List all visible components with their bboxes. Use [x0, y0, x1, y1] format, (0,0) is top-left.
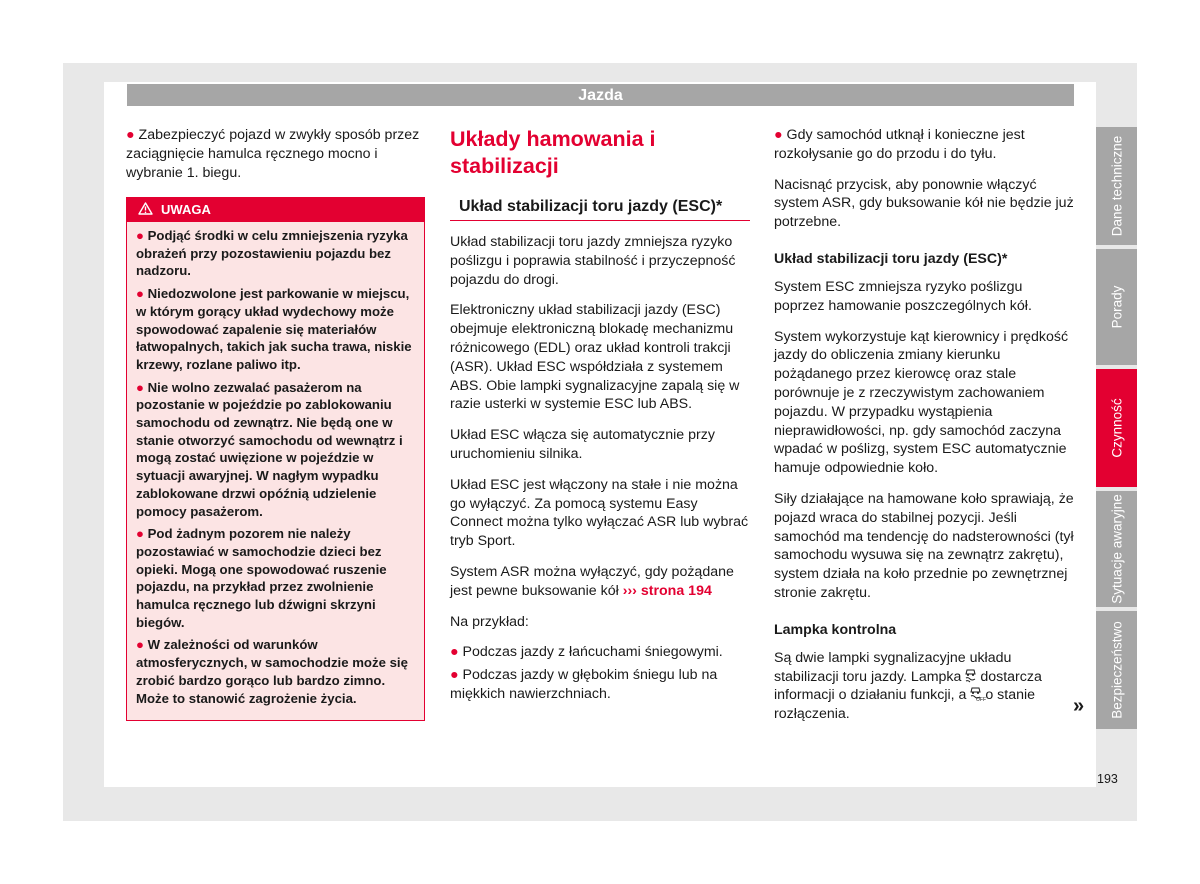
svg-text:OFF: OFF [976, 697, 987, 704]
bullet-dot-icon: ● [450, 644, 459, 661]
section-heading: Układy hamowania i stabilizacji [450, 127, 656, 178]
paragraph: Siły działające na hamowane koło sprawiają, że pojazd wraca do stabilnej pozycji. Jeśli samochód ma tendencję do nadsterowności (tył samochodu wysuwa się na zewnątrz zakrętu), system działa na koło przednie po zewnętrznej stronie zakrętu. [774, 490, 1074, 601]
bullet-dot-icon: ● [136, 637, 144, 653]
column-2 [450, 126, 750, 716]
warning-title: UWAGA [161, 202, 211, 217]
tab-dane-techniczne[interactable]: Dane techniczne [1096, 127, 1137, 245]
warning-item: ● Pod żadnym pozorem nie należy pozostawiać w samochodzie dzieci bez opieki. Mogą one spowodować ruszenie pojazdu, na przykład przez zwolnienie hamulca ręcznego lub dźwigni skrzyni biegów. [136, 526, 387, 630]
bullet-dot-icon: ● [126, 127, 135, 143]
tab-czynnosc[interactable]: Czynność [1096, 369, 1137, 487]
warning-header [127, 198, 424, 222]
warning-item: ● Niedozwolone jest parkowanie w miejscu, w którym gorący układ wydechowy może spowodować zapalenie się materiałów łatwopalnych, takich jak sucha trawa, niskie krzewy, rozlane paliwo itp. [136, 286, 412, 372]
paragraph: System wykorzystuje kąt kierownicy i prędkość jazdy do obliczenia zmiany kierunku pożądanego przez kierowcę oraz stale porównuje je z rzeczywistym zachowaniem pojazdu. W przypadku wystąpienia nieprawidłowości, np. gdy samochód zaczyna wpadać w poślizg, system ESC automatycznie hamuje odpowiednie koło. [774, 328, 1069, 477]
bullet-dot-icon: ● [136, 379, 144, 395]
warning-box [126, 197, 425, 721]
subsection-heading: Układ stabilizacji toru jazdy (ESC)* [450, 196, 750, 221]
warning-item: ● W zależności od warunków atmosferycznych, w samochodzie może się zrobić bardzo gorąco lub bardzo zimno. Może to stanowić zagrożenie życia. [136, 637, 408, 706]
bullet-item: ● Podczas jazdy z łańcuchami śniegowymi. [450, 644, 723, 661]
esc-warning-lamp-icon [965, 669, 976, 683]
bullet-dot-icon: ● [774, 127, 783, 143]
paragraph: Są dwie lampki sygnalizacyjne układu stabilizacji toru jazdy. Lampka dostarcza informacji o działaniu funkcji, a OFF o stanie rozłączenia. [774, 649, 1042, 723]
column-3 [774, 126, 1074, 736]
bullet-dot-icon: ● [136, 228, 144, 243]
warning-body [127, 222, 424, 707]
bullet-item: ● Zabezpieczyć pojazd w zwykły sposób przez zaciągnięcie hamulca ręcznego mocno i wybranie 1. biegu. [126, 127, 420, 181]
bullet-item: ● Podczas jazdy w głębokim śniegu lub na miękkich nawierzchniach. [450, 667, 718, 702]
warning-item: ● Nie wolno zezwalać pasażerom na pozostanie w pojeździe po zablokowaniu samochodu od zewnątrz. Nie będą one w stanie otworzyć samochodu od wewnątrz i mogą zostać uwięzione w pojeździe w sytuacji awaryjnej. W nagłym wypadku zablokowane drzwi opóźnią udzielenie pomocy pasażerom. [136, 379, 403, 519]
bullet-item: ● Gdy samochód utknął i konieczne jest rozkołysanie go do przodu i do tyłu. [774, 127, 1025, 162]
continue-mark: » [1073, 695, 1085, 717]
esc-heading: Układ stabilizacji toru jazdy (ESC)* [774, 250, 1008, 267]
warning-item: ● Podjąć środki w celu zmniejszenia ryzyka obrażeń przy pozostawieniu pojazdu bez nadzoru. [136, 228, 408, 279]
paragraph: Elektroniczny układ stabilizacji jazdy (ESC) obejmuje elektroniczną blokadę mechanizmu różnicowego (EDL) oraz układ kontroli trakcji (ASR). Układ ESC współdziała z systemem ABS. Obie lampki sygnalizacyjne zapalą się w razie usterki w systemie ESC lub ABS. [450, 302, 740, 413]
page-link[interactable]: strona 194 [640, 582, 712, 599]
tab-porady[interactable]: Porady [1096, 249, 1137, 365]
esc-off-lamp-icon [970, 687, 987, 704]
column-1 [126, 126, 426, 194]
paragraph: Układ ESC włącza się automatycznie przy uruchomieniu silnika. [450, 427, 715, 462]
paragraph: Na przykład: [450, 613, 529, 630]
paragraph: Układ ESC jest włączony na stałe i nie można go wyłączyć. Za pomocą systemu Easy Connect można tylko wyłączać ASR lub wybrać tryb Sport. [450, 476, 749, 550]
arrow-icon: ››› [622, 582, 637, 599]
paragraph: System ASR można wyłączyć, gdy pożądane jest pewne buksowanie kół ››› strona 194 [450, 563, 734, 599]
tab-sytuacje-awaryjne[interactable]: Sytuacje awaryjne [1096, 491, 1137, 607]
lamp-heading: Lampka kontrolna [774, 621, 897, 638]
paragraph: System ESC zmniejsza ryzyko poślizgu poprzez hamowanie poszczególnych kół. [774, 278, 1032, 314]
paragraph: Układ stabilizacji toru jazdy zmniejsza ryzyko poślizgu i poprawia stabilność i przyczepność pojazdu do drogi. [450, 234, 736, 288]
bullet-dot-icon: ● [450, 667, 459, 684]
bullet-dot-icon: ● [136, 526, 144, 542]
paragraph: Nacisnąć przycisk, aby ponownie włączyć system ASR, gdy buksowanie kół nie będzie już potrzebne. [774, 176, 1074, 231]
page-number: 193 [1097, 772, 1118, 786]
section-header: Jazda [127, 84, 1074, 106]
warning-triangle-icon [138, 199, 153, 223]
tab-bezpieczenstwo[interactable]: Bezpieczeństwo [1096, 611, 1137, 729]
bullet-dot-icon: ● [136, 286, 144, 302]
